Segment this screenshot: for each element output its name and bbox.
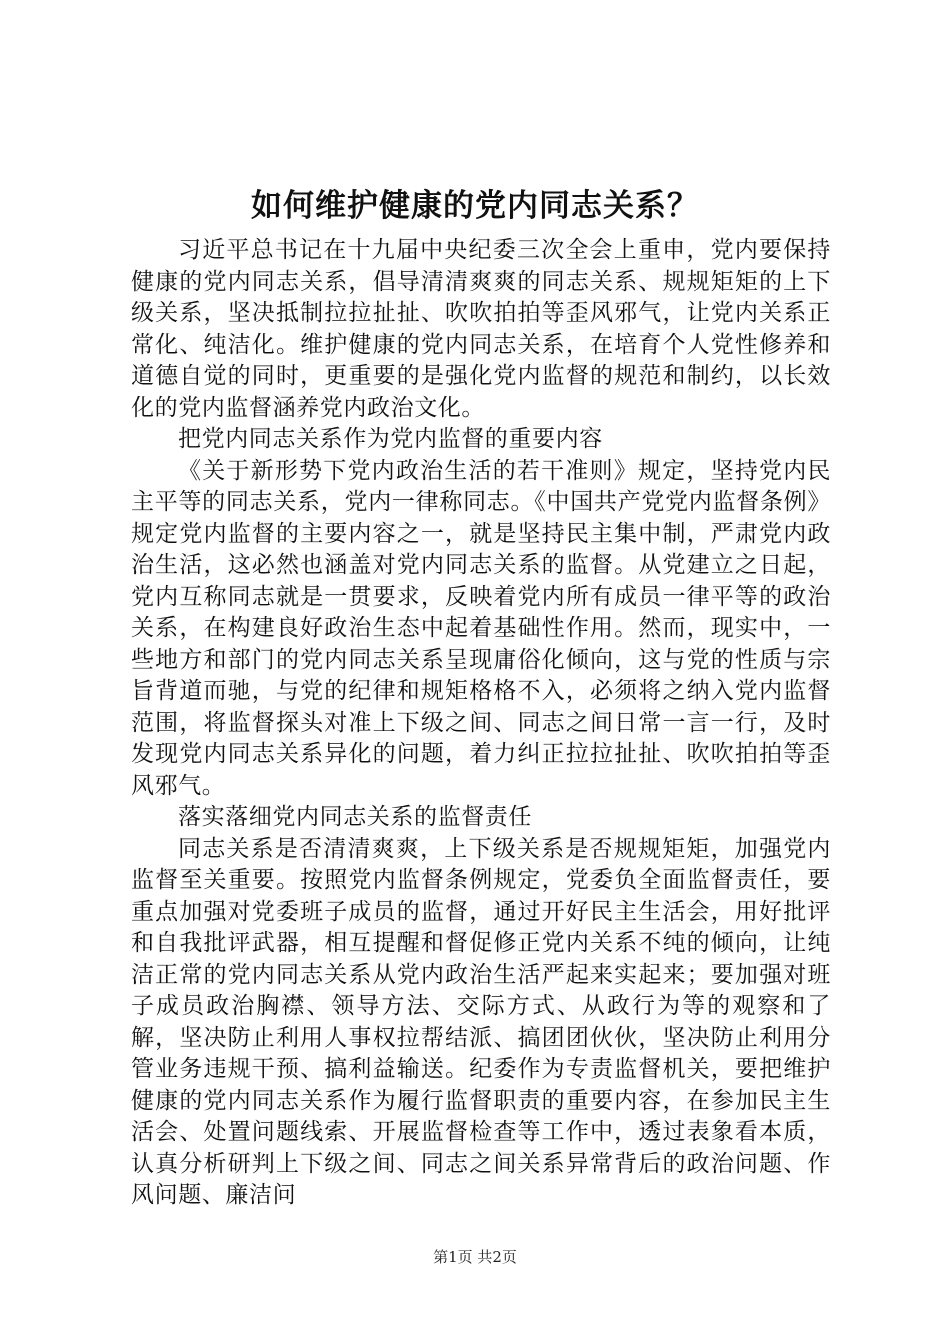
document-title: 如何维护健康的党内同志关系？ [251,188,699,224]
page-footer: 第1页 共2页 [433,1248,517,1266]
paragraph-intro: 习近平总书记在十九届中央纪委三次全会上重申，党内要保持健康的党内同志关系，倡导清清爽爽的同志关系、规规矩矩的上下级关系，坚决抵制拉拉扯扯、吹吹拍拍等歪风邪气，让党内关系正常化、纯洁化。维护健康的党内同志关系，在培育个人党性修养和道德自觉的同时，更重要的是强化党内监督的规范和制约，以长效化的党内监督涵养党内政治文化。 [131,237,831,421]
section-heading-1: 把党内同志关系作为党内监督的重要内容 [178,426,603,452]
paragraph-section-1: 《关于新形势下党内政治生活的若干准则》规定，坚持党内民主平等的同志关系，党内一律称同志。《中国共产党党内监督条例》规定党内监督的主要内容之一，就是坚持民主集中制，严肃党内政治生活，这必然也涵盖对党内同志关系的监督。从党建立之日起，党内互称同志就是一贯要求，反映着党内所有成员一律平等的政治关系，在构建良好政治生态中起着基础性作用。然而，现实中，一些地方和部门的党内同志关系呈现庸俗化倾向，这与党的性质与宗旨背道而驰，与党的纪律和规矩格格不入，必须将之纳入党内监督范围，将监督探头对准上下级之间、同志之间日常一言一行，及时发现党内同志关系异化的问题，着力纠正拉拉扯扯、吹吹拍拍等歪风邪气。 [131,457,831,799]
paragraph-section-2: 同志关系是否清清爽爽，上下级关系是否规规矩矩，加强党内监督至关重要。按照党内监督条例规定，党委负全面监督责任，要重点加强对党委班子成员的监督，通过开好民主生活会，用好批评和自我批评武器，相互提醒和督促修正党内关系不纯的倾向，让纯洁正常的党内同志关系从党内政治生活严起来实起来；要加强对班子成员政治胸襟、领导方法、交际方式、从政行为等的观察和了解，坚决防止利用人事权拉帮结派、搞团团伙伙，坚决防止利用分管业务违规干预、搞利益输送。纪委作为专责监督机关，要把维护健康的党内同志关系作为履行监督职责的重要内容，在参加民主生活会、处置问题线索、开展监督检查等工作中，透过表象看本质，认真分析研判上下级之间、同志之间关系异常背后的政治问题、作风问题、廉洁问 [131,835,831,1208]
document-body [131,235,831,1212]
section-heading-2: 落实落细党内同志关系的监督责任 [178,804,532,830]
